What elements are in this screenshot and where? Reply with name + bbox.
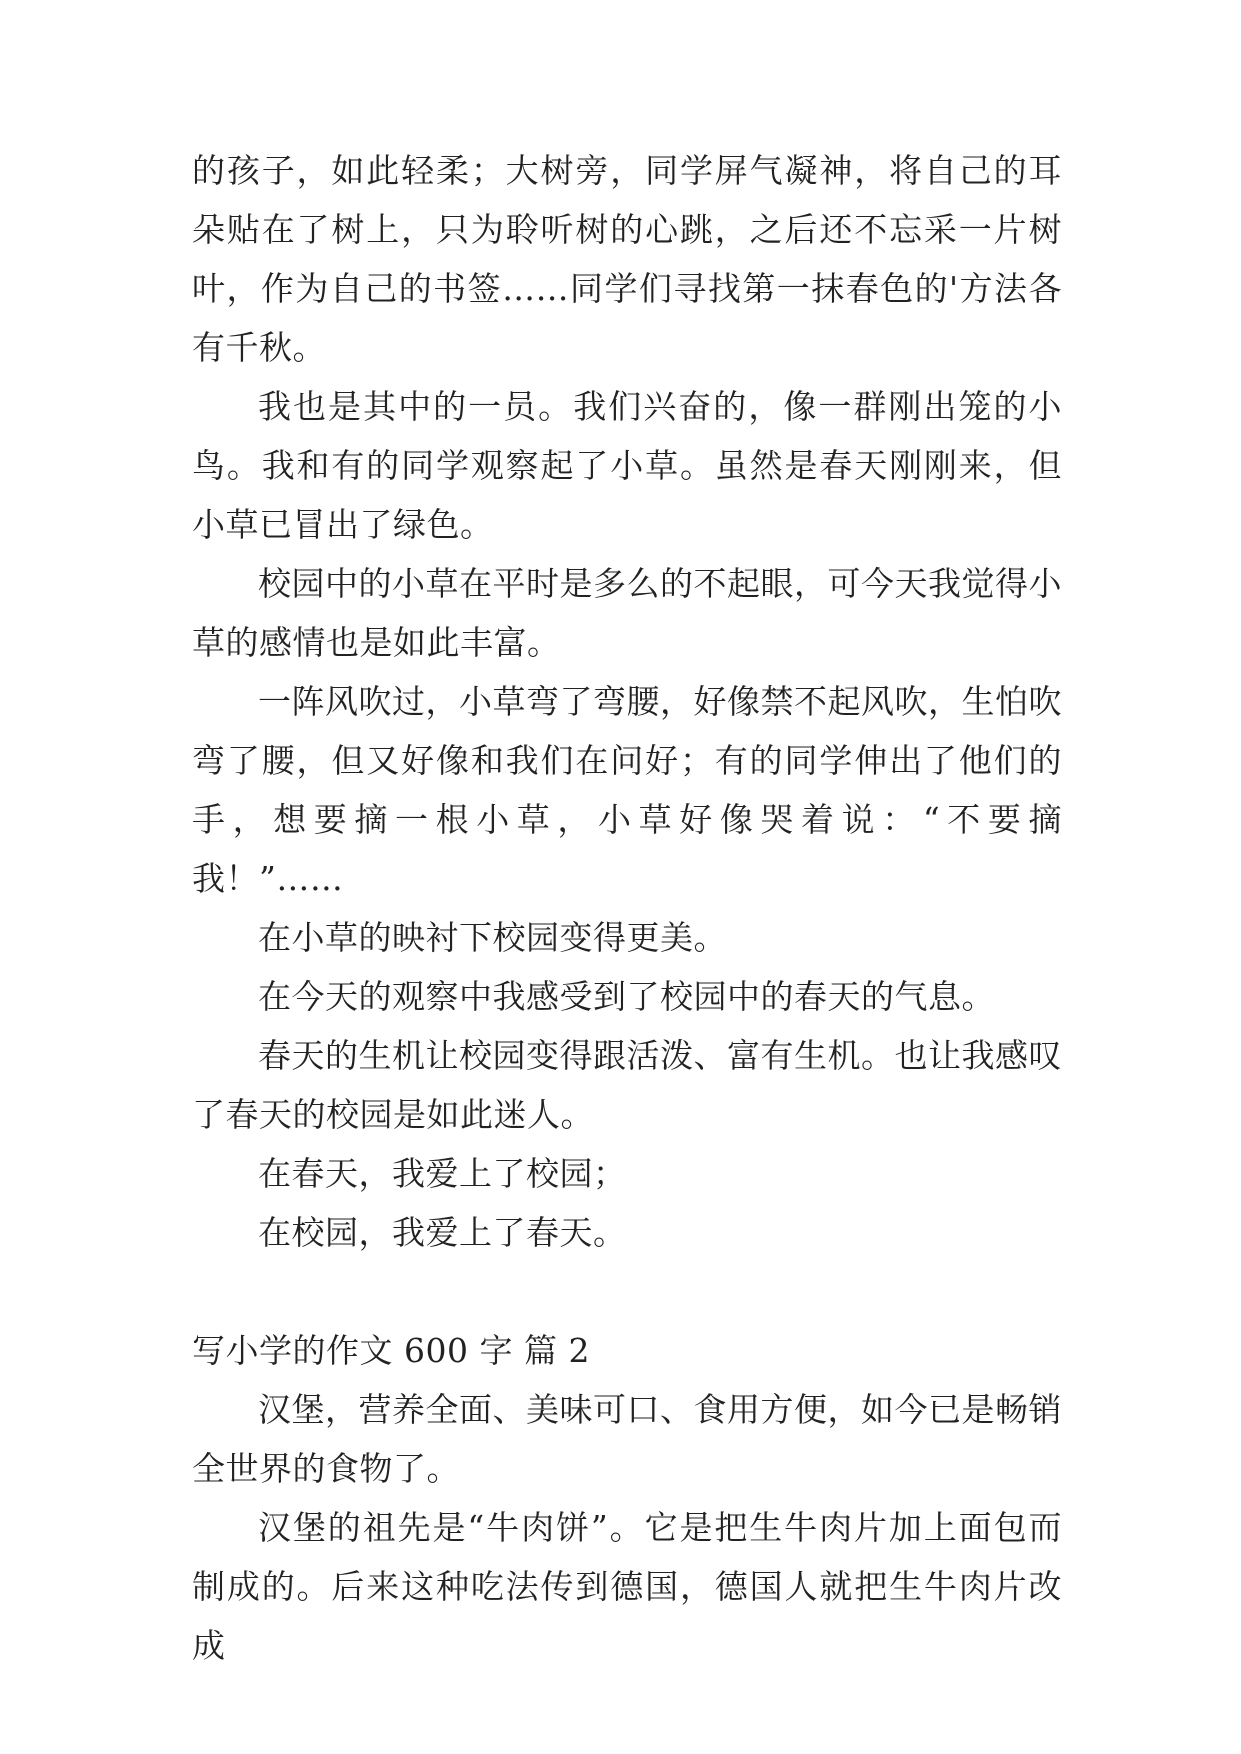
paragraph: 春天的生机让校园变得跟活泼、富有生机。也让我感叹了春天的校园是如此迷人。 — [192, 1036, 1062, 1134]
section-spacer — [192, 1262, 1062, 1321]
paragraph: 汉堡，营养全面、美味可口、食用方便，如今已是畅销全世界的食物了。 — [192, 1390, 1062, 1488]
paragraph: 在校园，我爱上了春天。 — [258, 1213, 627, 1252]
paragraph: 在今天的观察中我感受到了校园中的春天的气息。 — [258, 977, 995, 1016]
paragraph: 我也是其中的一员。我们兴奋的，像一群刚出笼的小鸟。我和有的同学观察起了小草。虽然是春天刚刚来，但小草已冒出了绿色。 — [192, 387, 1062, 544]
paragraph: 汉堡的祖先是“牛肉饼”。它是把生牛肉片加上面包而制成的。后来这种吃法传到德国，德国人就把生牛肉片改成 — [192, 1508, 1062, 1665]
article-text-block — [192, 141, 1062, 1675]
paragraph: 一阵风吹过，小草弯了弯腰，好像禁不起风吹，生怕吹弯了腰，但又好像和我们在问好；有的同学伸出了他们的手，想要摘一根小草，小草好像哭着说：“不要摘我！”…… — [192, 682, 1062, 898]
paragraph-continuation: 的孩子，如此轻柔；大树旁，同学屏气凝神，将自己的耳朵贴在了树上，只为聆听树的心跳，之后还不忘采一片树叶，作为自己的书签……同学们寻找第一抹春色的'方法各有千秋。 — [192, 151, 1062, 367]
paragraph: 校园中的小草在平时是多么的不起眼，可今天我觉得小草的感情也是如此丰富。 — [192, 564, 1062, 662]
paragraph: 在春天，我爱上了校园； — [258, 1154, 627, 1193]
paragraph: 在小草的映衬下校园变得更美。 — [258, 918, 727, 957]
section-heading: 写小学的作文 600 字 篇 2 — [192, 1331, 590, 1370]
